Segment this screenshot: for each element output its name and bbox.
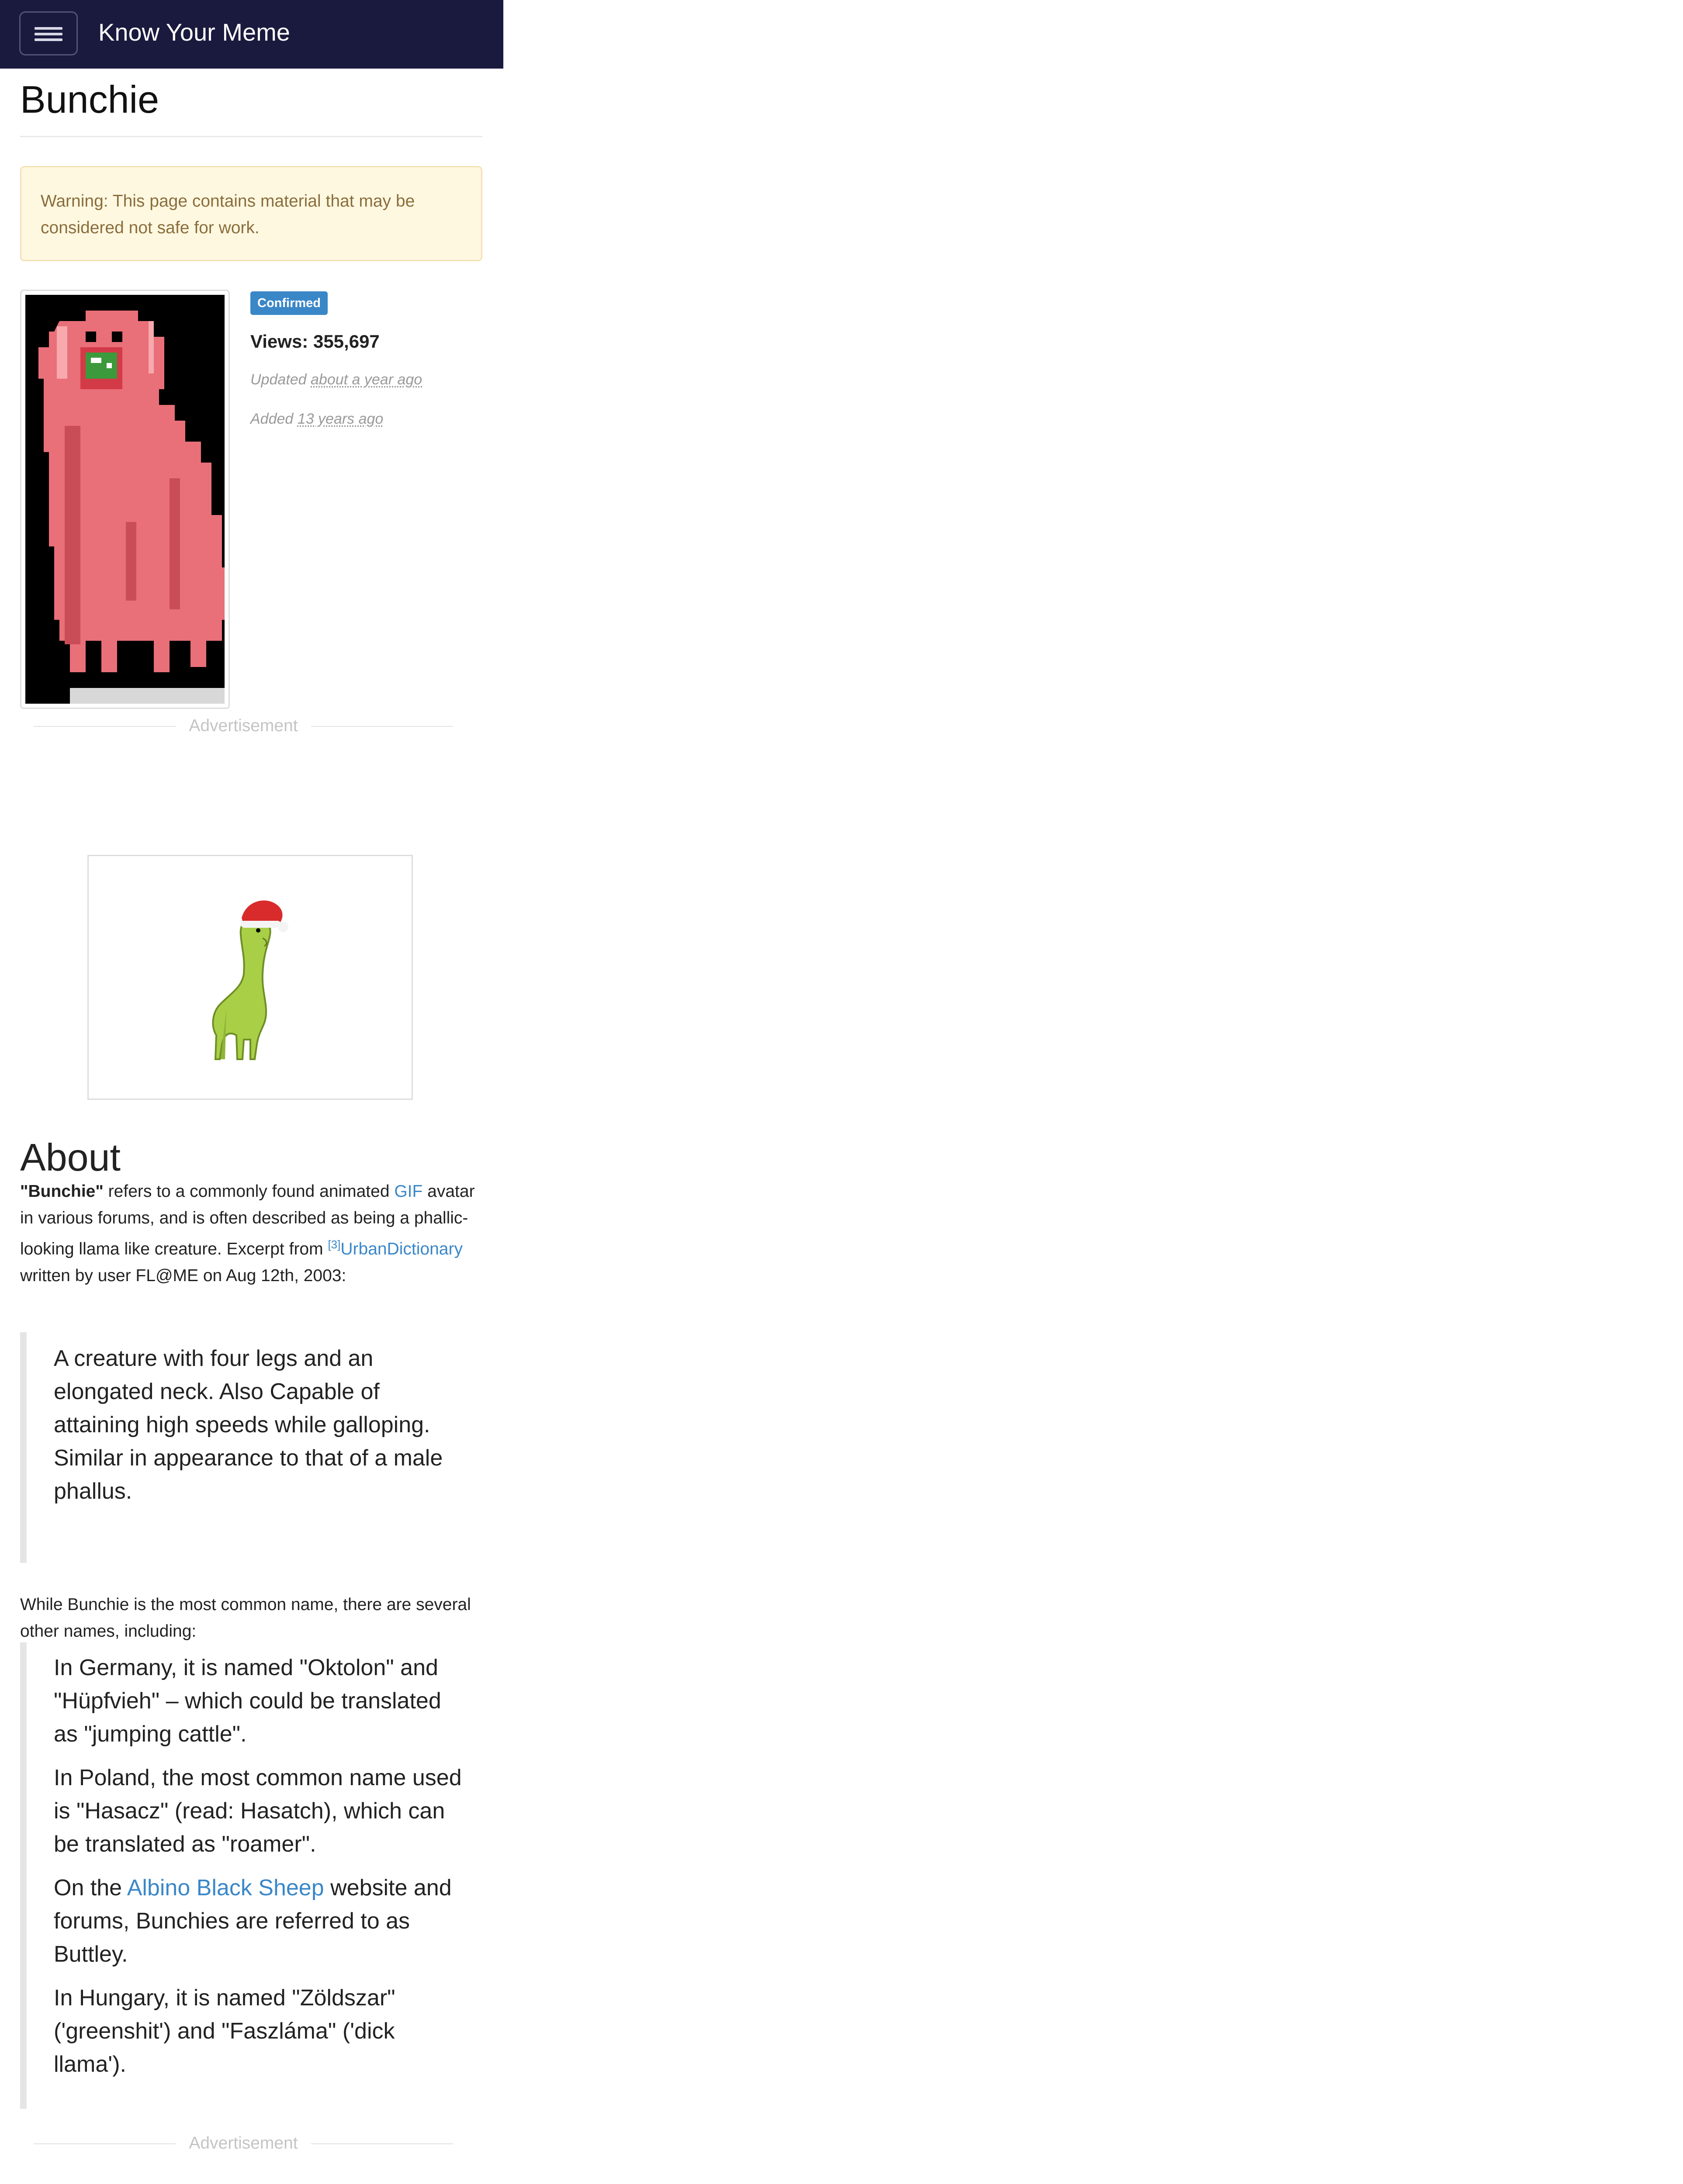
updated-value: about a year ago [311,371,422,388]
hamburger-icon-line [35,33,62,35]
views-label: Views: [250,331,308,352]
text-run: On the [54,1875,127,1901]
blockquote-definition [20,1332,482,1563]
ad-label-text: Advertisement [189,2134,298,2153]
ad-label [34,2134,453,2153]
name-abs [54,1871,465,1971]
text-run: website and forums, Bunchies are referred to as Buttley. [54,1875,452,1967]
text-run: refers to a commonly found animated [103,1182,395,1201]
updated-timestamp [250,371,422,388]
hamburger-icon [35,27,62,30]
added-timestamp [250,411,383,428]
gif-link[interactable]: GIF [394,1182,423,1201]
page-title: Bunchie [20,78,159,121]
text-run: avatar in various forums, and is often described as being a phallic-looking llama like creature. Excerpt from [20,1182,475,1258]
view-count [250,331,380,352]
about-paragraph [20,1178,482,1289]
nsfw-warning [20,166,482,261]
page [0,0,503,2184]
entry-photo[interactable] [20,290,230,709]
albino-black-sheep-link[interactable]: Albino Black Sheep [127,1875,324,1901]
reference-3-link[interactable]: [3] [328,1238,341,1251]
ad-image-box[interactable] [87,855,413,1100]
top-navbar [0,0,503,69]
site-brand-link[interactable]: Know Your Meme [98,18,290,46]
blockquote-other-names [20,1642,482,2109]
updated-label: Updated [250,371,307,388]
name-hungary: In Hungary, it is named "Zöldszar" ('greenshit') and "Faszláma" ('dick llama'). [54,1985,395,2077]
other-names-intro: While Bunchie is the most common name, there are several other names, including: [20,1595,471,1641]
ad-label-text: Advertisement [189,716,298,735]
nsfw-warning-text: Warning: This page contains material that may be considered not safe for work. [41,192,415,237]
hamburger-icon-line [35,38,62,41]
hamburger-menu-button[interactable] [19,11,78,55]
about-heading: About [20,1136,121,1179]
added-value: 13 years ago [297,411,384,427]
name-poland: In Poland, the most common name used is "Hasacz" (read: Hasatch), which can be translated as "roamer". [54,1765,462,1857]
status-badge: Confirmed [250,291,328,315]
urbandictionary-link[interactable]: UrbanDictionary [340,1240,463,1258]
added-label: Added [250,411,294,427]
christmas-bunchie-image [185,887,316,1070]
ad-divider [311,726,453,727]
ad-divider [311,2143,453,2144]
views-value: 355,697 [313,331,380,352]
bunchie-pixel-image [25,295,225,704]
text-run: written by user FL@ME on Aug 12th, 2003: [20,1266,346,1285]
title-divider [20,136,482,137]
quote-text: A creature with four legs and an elongated neck. Also Capable of attaining high speeds while galloping. Similar in appearance to that of a male phallus. [54,1346,443,1504]
term-bunchie: "Bunchie" [20,1182,104,1201]
name-germany: In Germany, it is named "Oktolon" and "Hüpfvieh" – which could be translated as "jumping cattle". [54,1655,441,1747]
ad-label [34,716,453,736]
